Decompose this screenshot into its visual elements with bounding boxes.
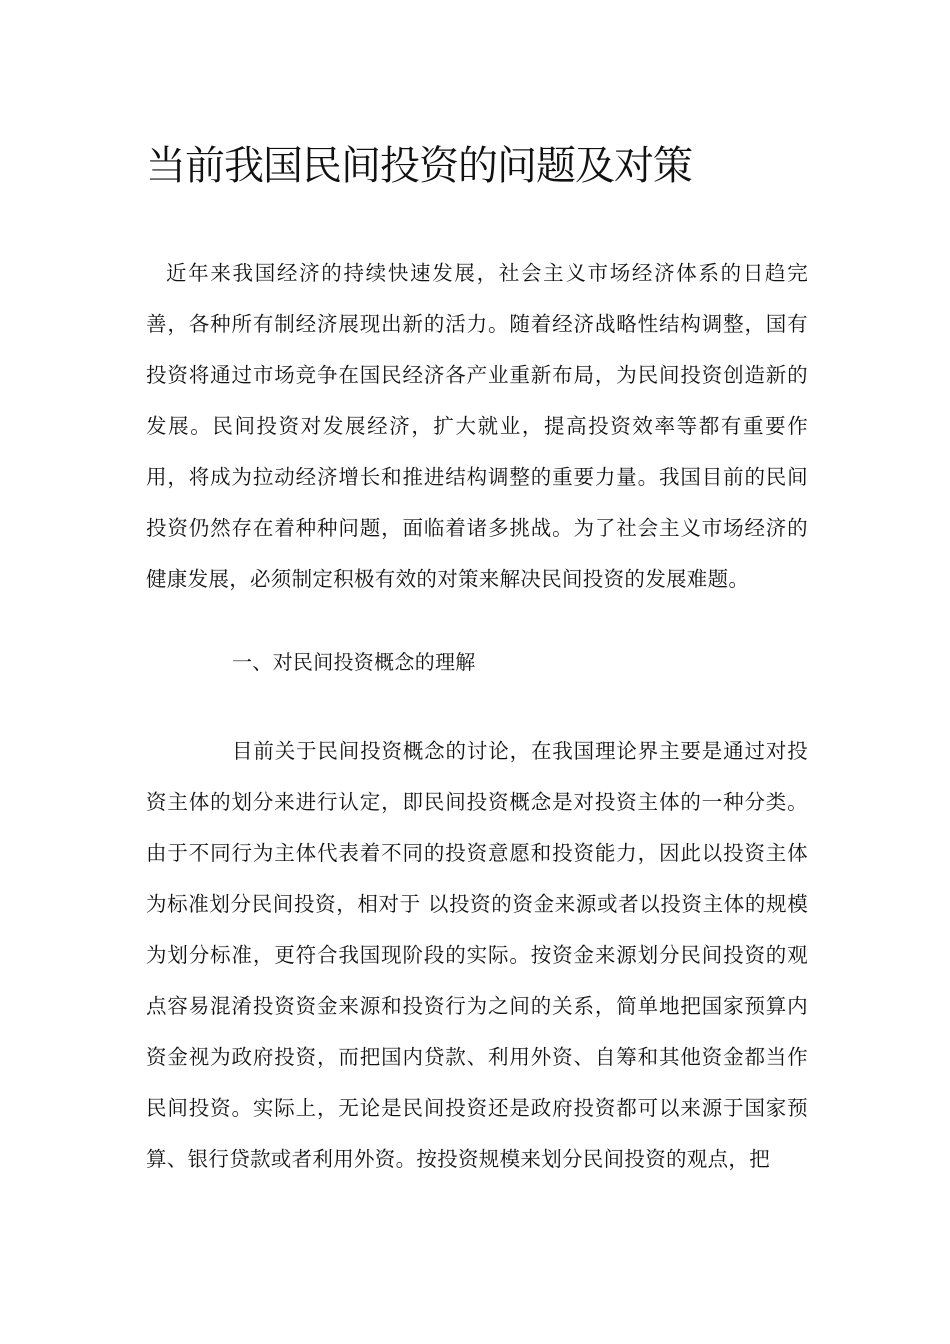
section-paragraph: 目前关于民间投资概念的讨论，在我国理论界主要是通过对投资主体的划分来进行认定，即民间投资概念是对投资主体的一种分类。由于不同行为主体代表着不同的投资意愿和投资能力，因此以投资主体为标准划分民间投资，相对于 以投资的资金来源或者以投资主体的规模为划分标准，更符合我国现阶段的实际。按资金来源划分民间投资的观点容易混淆投资资金来源和投资行为之间的关系，简单地把国家预算内资金视为政府投资，而把国内贷款、利用外资、自筹和其他资金都当作民间投资。实际上，无论是民间投资还是政府投资都可以来源于国家预算、银行贷款或者利用外资。按投资规模来划分民间投资的观点，把 [146, 739, 808, 1171]
section-heading: 一、对民间投资概念的理解 [232, 650, 476, 674]
intro-paragraph: 近年来我国经济的持续快速发展，社会主义市场经济体系的日趋完善，各种所有制经济展现出新的活力。随着经济战略性结构调整，国有投资将通过市场竞争在国民经济各产业重新布局，为民间投资创造新的发展。民间投资对发展经济，扩大就业，提高投资效率等都有重要作用，将成为拉动经济增长和推进结构调整的重要力量。我国目前的民间投资仍然存在着种种问题，面临着诸多挑战。为了社会主义市场经济的健康发展，必须制定积极有效的对策来解决民间投资的发展难题。 [146, 261, 808, 591]
document-title: 当前我国民间投资的问题及对策 [146, 143, 692, 189]
